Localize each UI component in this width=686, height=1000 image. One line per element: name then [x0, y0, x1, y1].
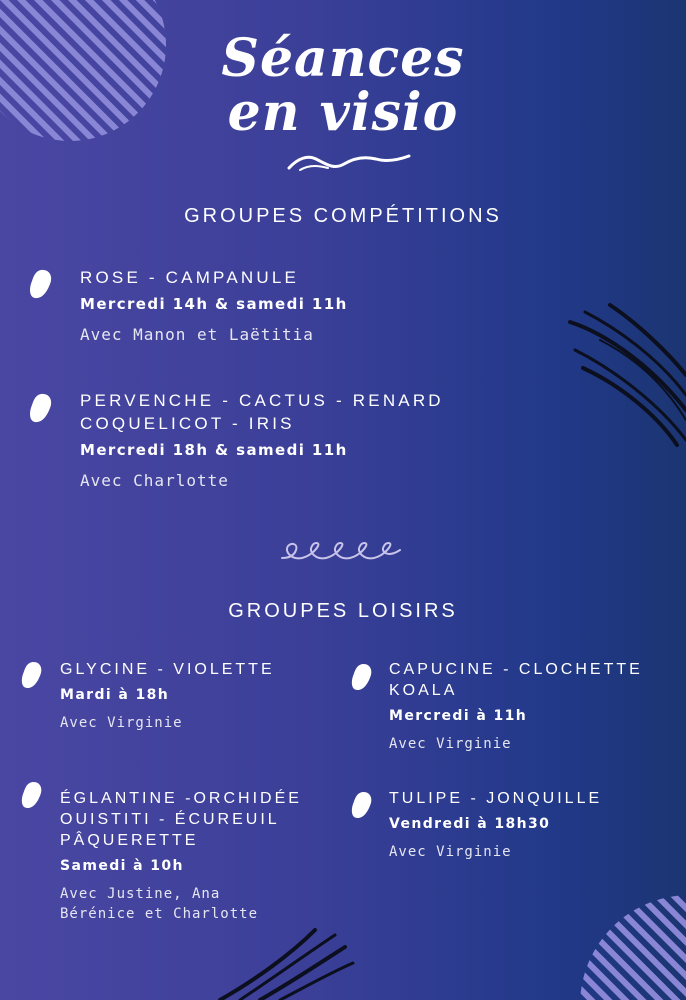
- bean-bullet-icon: [350, 662, 374, 692]
- group-schedule: Vendredi à 18h30: [389, 816, 551, 832]
- group-name: GLYCINE - VIOLETTE: [60, 661, 275, 678]
- loisirs-heading: GROUPES LOISIRS: [228, 600, 458, 622]
- brush-strokes-bottom: [215, 925, 355, 1000]
- brush-strokes-right: [565, 300, 686, 450]
- group-name: ROSE - CAMPANULE: [80, 268, 300, 287]
- group-name-line-1: ÉGLANTINE -ORCHIDÉE: [60, 790, 302, 807]
- group-schedule: Samedi à 10h: [60, 858, 184, 874]
- stripe-circle-bottom-right: [545, 890, 686, 1000]
- group-name-line-2: OUISTITI - ÉCUREUIL: [60, 811, 280, 828]
- loisirs-group-2: [389, 659, 643, 754]
- title-line-1: Séances: [221, 28, 465, 89]
- page-title: [0, 28, 686, 143]
- group-name-line-3: PÂQUERETTE: [60, 832, 199, 849]
- loop-divider-icon: [280, 536, 404, 566]
- group-coaches: Avec Charlotte: [80, 471, 229, 490]
- group-name-line-1: PERVENCHE - CACTUS - RENARD: [80, 391, 444, 410]
- group-coaches: Avec Virginie: [389, 736, 512, 752]
- competition-group-2: [80, 389, 444, 491]
- group-schedule: Mercredi 18h & samedi 11h: [80, 441, 348, 459]
- group-coaches-line-2: Bérénice et Charlotte: [60, 906, 259, 922]
- competitions-heading: GROUPES COMPÉTITIONS: [184, 205, 502, 227]
- group-schedule: Mardi à 18h: [60, 687, 170, 703]
- bean-bullet-icon: [20, 660, 44, 690]
- group-coaches: Avec Virginie: [389, 844, 512, 860]
- group-name-line-1: CAPUCINE - CLOCHETTE: [389, 661, 643, 678]
- wave-divider-icon: [286, 150, 412, 174]
- group-coaches-line-1: Avec Justine, Ana: [60, 886, 221, 902]
- competition-group-1: [80, 266, 348, 345]
- loisirs-group-3: [60, 788, 302, 924]
- group-name-line-2: KOALA: [389, 682, 458, 699]
- title-line-2: en visio: [227, 82, 459, 143]
- group-coaches: Avec Manon et Laëtitia: [80, 325, 314, 344]
- loisirs-group-4: [389, 788, 602, 862]
- bean-bullet-icon: [28, 268, 54, 300]
- group-name-line-2: COQUELICOT - IRIS: [80, 414, 295, 433]
- bean-bullet-icon: [350, 790, 374, 820]
- group-coaches: Avec Virginie: [60, 715, 183, 731]
- bean-bullet-icon: [20, 780, 44, 810]
- group-schedule: Mercredi 14h & samedi 11h: [80, 295, 348, 313]
- group-name: TULIPE - JONQUILLE: [389, 790, 603, 807]
- group-schedule: Mercredi à 11h: [389, 708, 528, 724]
- loisirs-group-1: [60, 659, 275, 733]
- bean-bullet-icon: [28, 392, 54, 424]
